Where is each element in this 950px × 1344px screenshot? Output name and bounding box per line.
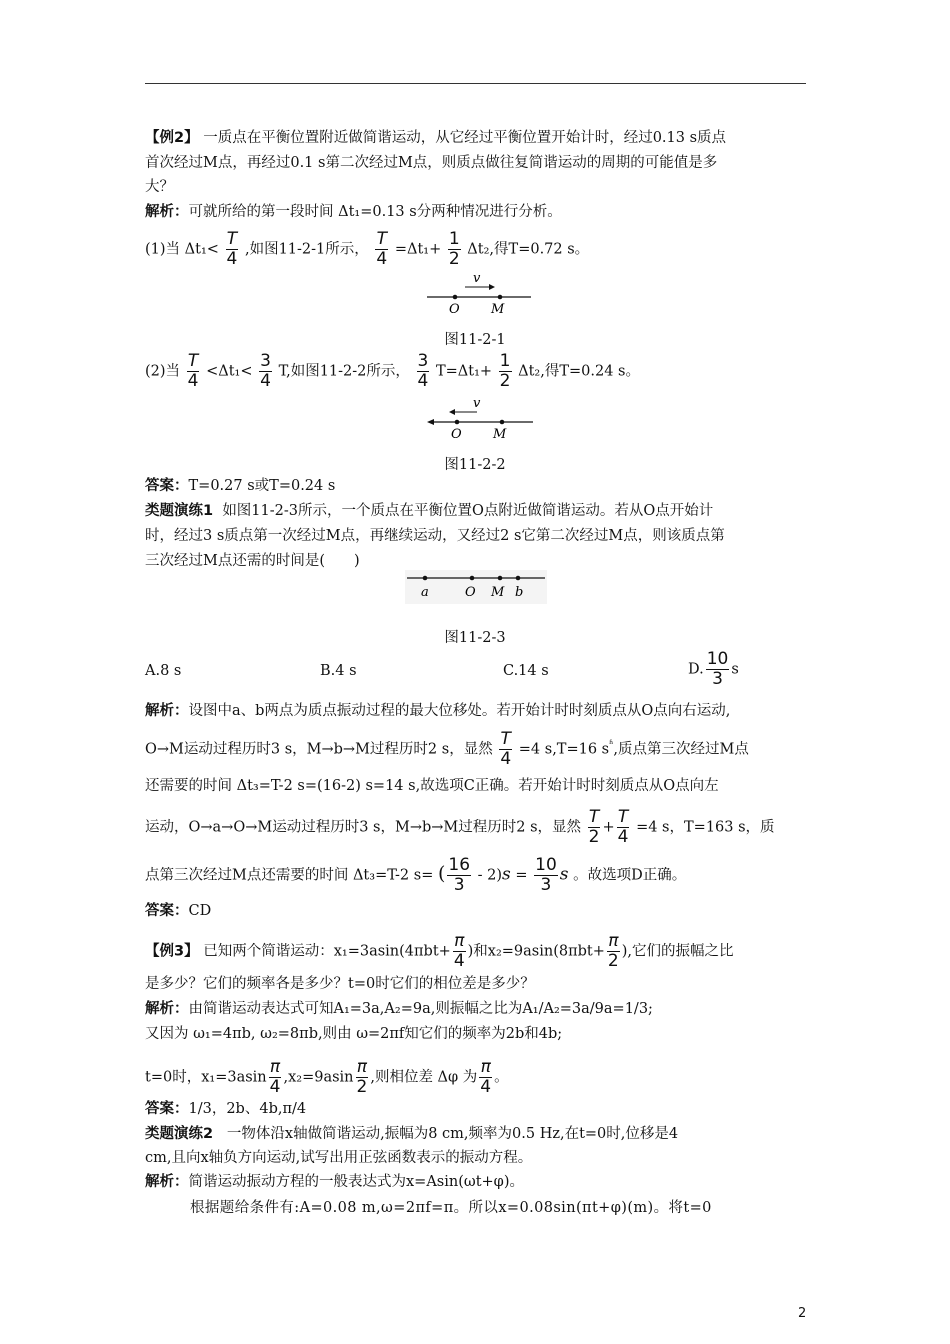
- ex2-line2: 首次经过M点，再经过0.1 s第二次经过M点，则质点做往复简谐运动的周期的可能值是多: [145, 155, 718, 171]
- drill1-analysis-4: 运动，O→a→O→M运动过程历时3 s，M→b→M过程历时2 s，显然 $\frac{T}{2}$ + $\frac{T}{4}$ =4 s，T=163 s，质: [145, 807, 775, 847]
- page-number: 2: [798, 1306, 807, 1321]
- fraction: $\frac{T}{2}$: [588, 807, 600, 847]
- fraction: $\frac{T}{4}$: [226, 229, 238, 269]
- option-b: B.4 s: [320, 663, 357, 679]
- label-m: M: [491, 585, 505, 600]
- fraction: $\frac{\pi}{4}$: [453, 931, 465, 971]
- option-d: D. $\frac{10}{3}$ s: [688, 649, 739, 689]
- figure-11-2-2: [425, 395, 537, 441]
- point-o: [470, 576, 475, 581]
- drill2-analysis-2: 根据题给条件有:A=0.08 m,ω=2πf=π。所以x=0.08sin(πt+φ)(m)。将t=0: [190, 1200, 712, 1216]
- ex3-line1: 【例3】 已知两个简谐运动：x₁=3asin(4πbt+ $\frac{\pi}{4}$ )和x₂=9asin(8πbt+ $\frac{\pi}{2}$ ),它们的振幅之比: [145, 931, 734, 971]
- ex2-analysis: 解析：可就所给的第一段时间 Δt₁=0.13 s分两种情况进行分析。: [145, 204, 562, 220]
- velocity-label: v: [473, 271, 481, 286]
- drill1-analysis-3: 还需要的时间 Δt₃=T-2 s=(16-2) s=14 s,故选项C正确。若开始计时时刻质点从O点向左: [145, 778, 719, 794]
- label-m: M: [491, 302, 505, 316]
- fraction: $\frac{10}{3}$: [535, 855, 557, 895]
- drill2-line2: cm,且向x轴负方向运动,试写出用正弦函数表示的振动方程。: [145, 1150, 533, 1166]
- arrow-left-icon: [449, 409, 455, 415]
- label-m: M: [493, 427, 507, 441]
- point-m: [498, 576, 503, 581]
- fraction: $\frac{16}{3}$: [448, 855, 471, 895]
- ex3-analysis-1: 解析：由简谐运动表达式可知A₁=3a,A₂=9a,则振幅之比为A₁/A₂=3a/9a=1/3;: [145, 1001, 653, 1017]
- drill1-analysis-1: 解析：设图中a、b两点为质点振动过程的最大位移处。若开始计时时刻质点从O点向右运动,: [145, 703, 731, 719]
- fraction: $\frac{\pi}{2}$: [356, 1057, 368, 1097]
- ex3-analysis-3: t=0时，x₁=3asin $\frac{\pi}{4}$ ,x₂=9asin $\frac{\pi}{2}$ ,则相位差 Δφ 为 $\frac{\pi}{4}$ 。: [145, 1057, 509, 1097]
- ex2-answer: 答案：T=0.27 s或T=0.24 s: [145, 478, 336, 494]
- drill1-label: 类题演练1: [145, 503, 214, 519]
- ex2-case1: (1)当 Δt₁< $\frac{T}{4}$ ,如图11-2-1所示， $\frac{T}{4}$ =Δt₁+ $\frac{1}{2}$ Δt₂,得T=0.72 s。: [145, 229, 590, 269]
- option-c: C.14 s: [503, 663, 549, 679]
- header-rule: [145, 83, 806, 84]
- fig1-caption: 图11-2-1: [444, 332, 506, 348]
- fraction: $\frac{T}{4}$: [187, 351, 199, 391]
- ex2-line3: 大？: [145, 179, 174, 195]
- point-a: [423, 576, 428, 581]
- fraction: $\frac{3}{4}$: [417, 351, 429, 391]
- point-o: [455, 420, 460, 425]
- fraction: $\frac{T}{4}$: [617, 807, 629, 847]
- fraction: $\frac{\pi}{4}$: [480, 1057, 492, 1097]
- drill1-line1: 类题演练1 如图11-2-3所示，一个质点在平衡位置O点附近做简谐运动。若从O点开始计: [145, 503, 714, 519]
- ex3-answer: 答案：1/3，2b、4b,π/4: [145, 1101, 307, 1117]
- drill1-line3: 三次经过M点还需的时间是( ): [145, 553, 360, 569]
- ex2-label: 【例2】: [145, 130, 199, 146]
- fig3-caption: 图11-2-3: [444, 630, 506, 646]
- drill1-analysis-2: O→M运动过程历时3 s，M→b→M过程历时2 s，显然 $\frac{T}{4}$ =4 s,T=16 $s^ʱ$,质点第三次经过M点: [145, 729, 749, 769]
- drill1-analysis-5: 点第三次经过M点还需要的时间 Δt₃=T-2 s= ( $\frac{16}{3}$ - 2)s = $\frac{10}{3}$ s 。故选项D正确。: [145, 855, 687, 895]
- figure-11-2-3: [405, 570, 547, 604]
- point-o: [453, 295, 458, 300]
- fraction: $\frac{\pi}{2}$: [607, 931, 619, 971]
- point-m: [500, 420, 505, 425]
- point-m: [498, 295, 503, 300]
- fraction: $\frac{\pi}{4}$: [269, 1057, 281, 1097]
- drill1-line2: 时，经过3 s质点第一次经过M点，再继续运动，又经过2 s它第二次经过M点，则该质点第: [145, 528, 725, 544]
- label-o: O: [449, 302, 460, 316]
- fraction: $\frac{1}{2}$: [499, 351, 511, 391]
- fraction: $\frac{T}{4}$: [500, 729, 512, 769]
- fraction: $\frac{1}{2}$: [448, 229, 460, 269]
- figure-11-2-1: [425, 270, 535, 316]
- drill2-line1: 类题演练2 一物体沿x轴做简谐运动,振幅为8 cm,频率为0.5 Hz,在t=0时,位移是4: [145, 1126, 679, 1142]
- ex2-line1: 【例2】 一质点在平衡位置附近做简谐运动，从它经过平衡位置开始计时，经过0.13 s质点: [145, 130, 727, 146]
- fraction: $\frac{10}{3}$: [706, 649, 729, 689]
- label-o: O: [451, 427, 462, 441]
- ex3-analysis-2: 又因为 ω₁=4πb, ω₂=8πb,则由 ω=2πf知它们的频率为2b和4b;: [145, 1026, 563, 1042]
- drill1-answer: 答案：CD: [145, 903, 212, 919]
- point-b: [516, 576, 521, 581]
- ex3-line2: 是多少？它们的频率各是多少？t=0时它们的相位差是多少？: [145, 976, 535, 992]
- fraction: $\frac{T}{4}$: [376, 229, 388, 269]
- arrow-right-icon: [489, 284, 495, 290]
- drill2-label: 类题演练2: [145, 1126, 214, 1142]
- drill2-analysis-1: 解析：简谐运动振动方程的一般表达式为x=Asin(ωt+φ)。: [145, 1174, 524, 1190]
- velocity-label: v: [473, 396, 481, 411]
- axis-arrow-left-icon: [427, 419, 434, 425]
- ex2-case2: (2)当 $\frac{T}{4}$ <Δt₁< $\frac{3}{4}$ T,如图11-2-2所示， $\frac{3}{4}$ T=Δt₁+ $\frac{1}{2}$ Δt₂,得T=0.24 s。: [145, 351, 640, 391]
- label-o: O: [465, 585, 476, 600]
- fraction: $\frac{3}{4}$: [260, 351, 271, 391]
- option-a: A.8 s: [145, 663, 182, 679]
- fig2-caption: 图11-2-2: [444, 457, 506, 473]
- label-a: a: [421, 585, 429, 600]
- label-b: b: [515, 585, 524, 600]
- ex3-label: 【例3】: [145, 943, 199, 960]
